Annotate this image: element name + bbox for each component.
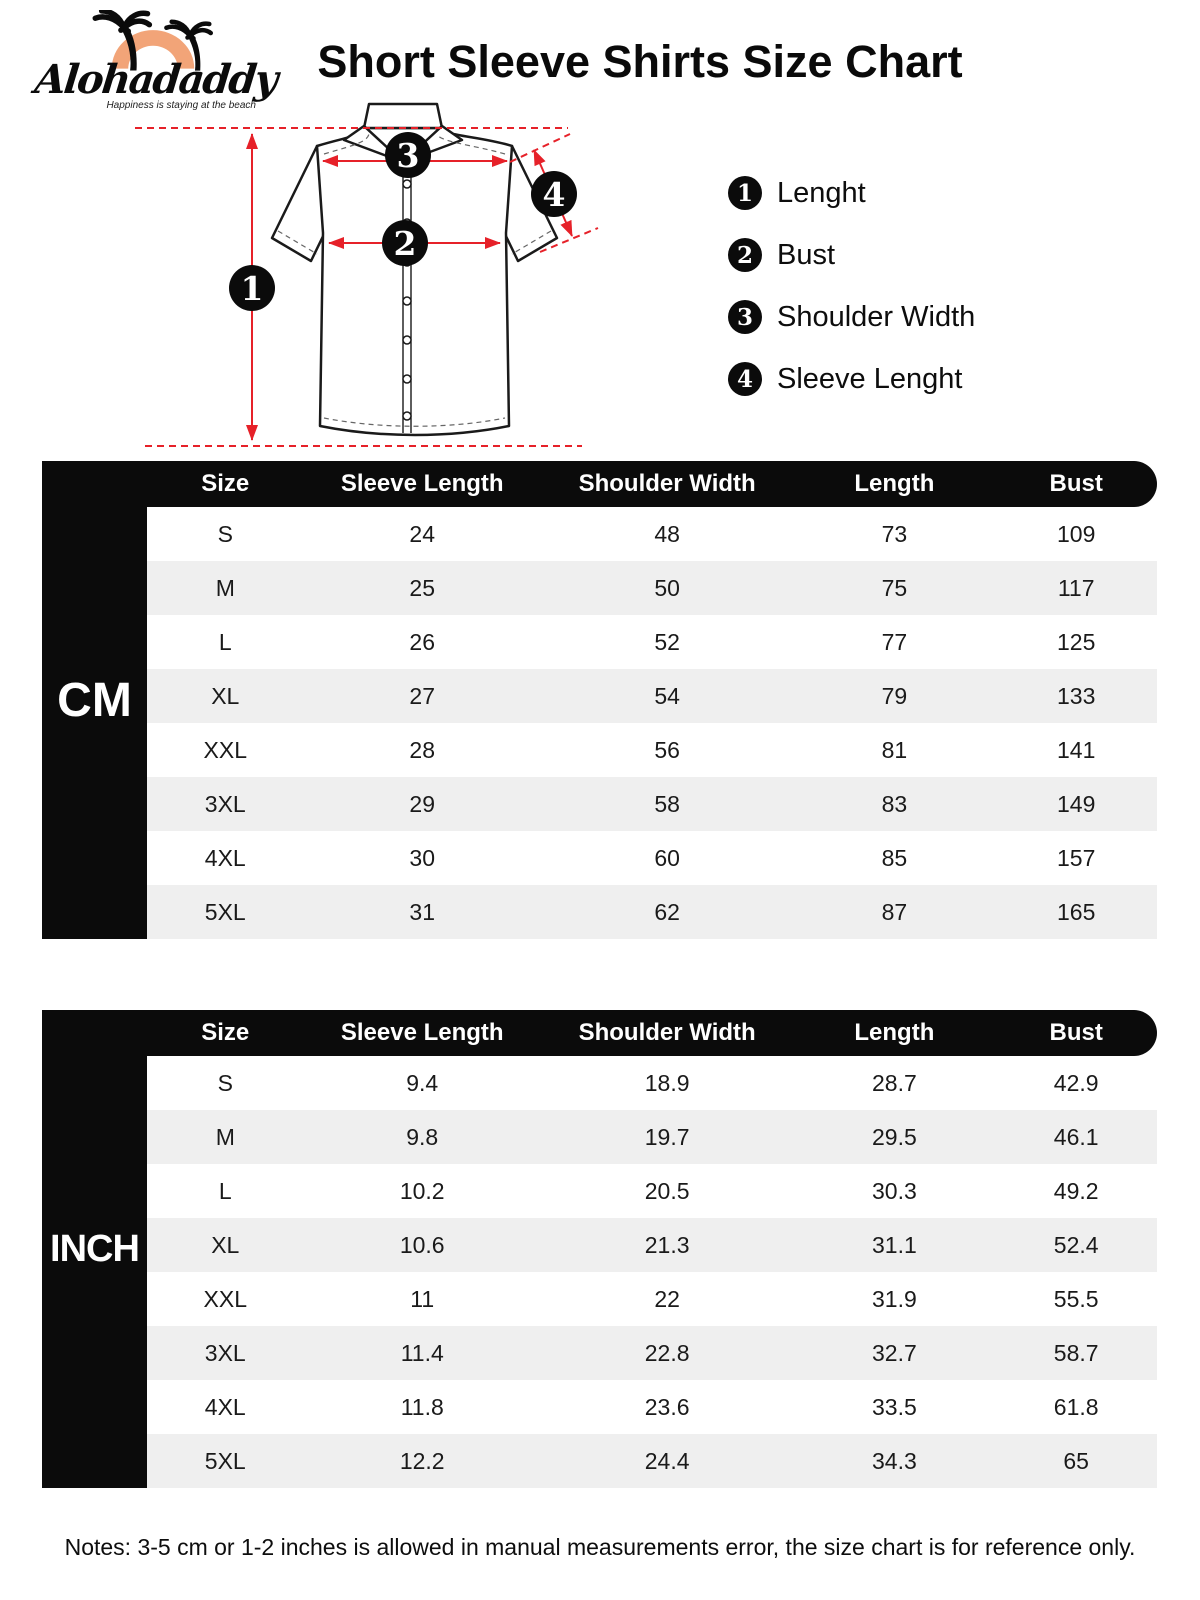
table-cell: 26 [409,628,436,655]
table-cell: 87 [881,898,908,925]
table-row [147,669,1157,723]
marker-4-number: 4 [542,175,566,214]
column-header-shoulder-width: Shoulder Width [578,1019,756,1046]
table-cell: 29.5 [872,1123,917,1150]
legend-label-1: Lenght [777,176,866,209]
table-cell: 75 [881,574,908,601]
table-cell: 3XL [204,1339,246,1366]
table-cell: M [215,574,235,601]
table-cell: 27 [409,682,436,709]
table-cell: 46.1 [1053,1123,1099,1150]
table-cell: 9.4 [406,1069,439,1096]
table-cell: 81 [881,736,908,763]
table-cell: XL [211,682,240,709]
table-cell: S [217,1069,233,1096]
table-cell: 109 [1057,520,1096,547]
table-cell: 11.4 [400,1339,444,1366]
table-cell: 11.8 [400,1393,444,1420]
measurement-legend [728,176,975,424]
legend-label-4: Sleeve Lenght [777,362,963,395]
column-header-length: Length [854,470,935,497]
legend-item-bust [728,238,975,272]
table-cell: 12.2 [399,1447,445,1474]
table-cell: 28.7 [872,1069,917,1096]
table-cell: 19.7 [644,1123,690,1150]
table-cell: 4XL [204,844,246,871]
table-cell: 25 [409,574,436,601]
table-cell: 165 [1057,898,1096,925]
column-header-shoulder-width: Shoulder Width [578,470,756,497]
table-cell: 3XL [204,790,246,817]
table-cell: 54 [654,682,680,709]
table-row [147,723,1157,777]
table-cell: 58.7 [1053,1339,1099,1366]
table-cell: 125 [1057,628,1096,655]
table-cell: 42.9 [1053,1069,1099,1096]
table-cell: 5XL [204,1447,246,1474]
table-cell: 83 [881,790,908,817]
table-cell: 157 [1057,844,1096,871]
table-cell: 58 [654,790,680,817]
cm-table-header [42,461,1157,507]
table-cell: 10.2 [399,1177,445,1204]
inch-unit-label: INCH [42,1010,147,1488]
table-cell: 52.4 [1053,1231,1099,1258]
table-row [147,1272,1157,1326]
column-header-sleeve-length: Sleeve Length [340,1019,504,1046]
table-cell: 9.8 [406,1123,439,1150]
legend-label-2: Bust [777,238,836,271]
table-cell: 48 [654,520,680,547]
table-row [147,1434,1157,1488]
table-cell: L [218,1177,232,1204]
table-cell: 65 [1063,1447,1089,1474]
table-cell: 149 [1057,790,1096,817]
table-cell: 73 [881,520,908,547]
brand-name: Alohadaddy [32,56,279,103]
table-cell: 11 [410,1285,435,1312]
notes-text: Notes: 3-5 cm or 1-2 inches is allowed in manual measurements error, the size chart is for reference only. [64,1534,1136,1560]
table-cell: 5XL [204,898,246,925]
legend-item-sleeve-length [728,362,975,396]
table-cell: 79 [881,682,908,709]
table-cell: 31.1 [872,1231,917,1258]
legend-badge-2: 2 [728,238,762,272]
table-row [147,507,1157,561]
collar-band [364,104,442,128]
cm-size-table [42,461,1157,939]
table-cell: 34.3 [872,1447,917,1474]
table-cell: 55.5 [1053,1285,1099,1312]
table-cell: 85 [881,844,908,871]
column-header-bust: Bust [1049,1019,1103,1046]
table-cell: 61.8 [1053,1393,1099,1420]
table-row [147,777,1157,831]
table-cell: 56 [654,736,680,763]
table-cell: M [215,1123,235,1150]
table-cell: 21.3 [644,1231,690,1258]
table-cell: 4XL [204,1393,246,1420]
shirt-measurement-diagram [120,98,600,453]
table-row [147,1380,1157,1434]
table-cell: 117 [1057,574,1095,601]
cm-table-body [147,507,1157,939]
inch-size-table [42,1010,1157,1488]
marker-3-number: 3 [396,136,420,175]
inch-table-body [147,1056,1157,1488]
table-cell: XXL [203,736,248,763]
marker-1-number: 1 [240,269,264,308]
column-header-sleeve-length: Sleeve Length [340,470,504,497]
inch-table-header [42,1010,1157,1056]
table-row [147,615,1157,669]
table-cell: XL [211,1231,240,1258]
table-cell: 31 [409,898,436,925]
table-cell: 141 [1057,736,1096,763]
table-row [147,1110,1157,1164]
table-cell: 52 [654,628,680,655]
column-header-bust: Bust [1049,470,1103,497]
table-cell: 29 [409,790,436,817]
table-cell: 22 [654,1285,680,1312]
table-cell: 62 [654,898,680,925]
column-header-length: Length [854,1019,935,1046]
table-cell: 18.9 [644,1069,690,1096]
table-row [147,831,1157,885]
marker-2-number: 2 [393,224,417,263]
legend-item-shoulder-width [728,300,975,334]
table-cell: L [218,628,232,655]
brand-tagline: Happiness is staying at the beach [106,100,256,111]
table-row [147,1056,1157,1110]
column-header-size: Size [201,1019,250,1046]
table-cell: 30.3 [872,1177,917,1204]
table-cell: 22.8 [644,1339,690,1366]
table-cell: 10.6 [399,1231,445,1258]
table-cell: 23.6 [644,1393,690,1420]
table-cell: 31.9 [872,1285,917,1312]
table-cell: 133 [1057,682,1096,709]
table-cell: 28 [409,736,436,763]
table-row [147,1164,1157,1218]
table-cell: S [217,520,233,547]
legend-label-3: Shoulder Width [777,300,976,333]
legend-item-length [728,176,975,210]
table-cell: 20.5 [644,1177,690,1204]
page-title: Short Sleeve Shirts Size Chart [317,36,963,87]
table-row [147,885,1157,939]
table-cell: 50 [654,574,680,601]
table-cell: 60 [654,844,680,871]
table-cell: 33.5 [872,1393,917,1420]
legend-badge-4: 4 [728,362,762,396]
column-header-size: Size [201,470,250,497]
table-cell: 49.2 [1053,1177,1099,1204]
cm-unit-label: CM [42,461,147,939]
table-cell: 24 [409,520,436,547]
table-row [147,561,1157,615]
table-row [147,1326,1157,1380]
table-cell: 32.7 [872,1339,917,1366]
table-row [147,1218,1157,1272]
legend-badge-1: 1 [728,176,762,210]
table-cell: 24.4 [644,1447,690,1474]
table-cell: XXL [203,1285,248,1312]
table-cell: 30 [409,844,436,871]
table-cell: 77 [881,628,908,655]
legend-badge-3: 3 [728,300,762,334]
